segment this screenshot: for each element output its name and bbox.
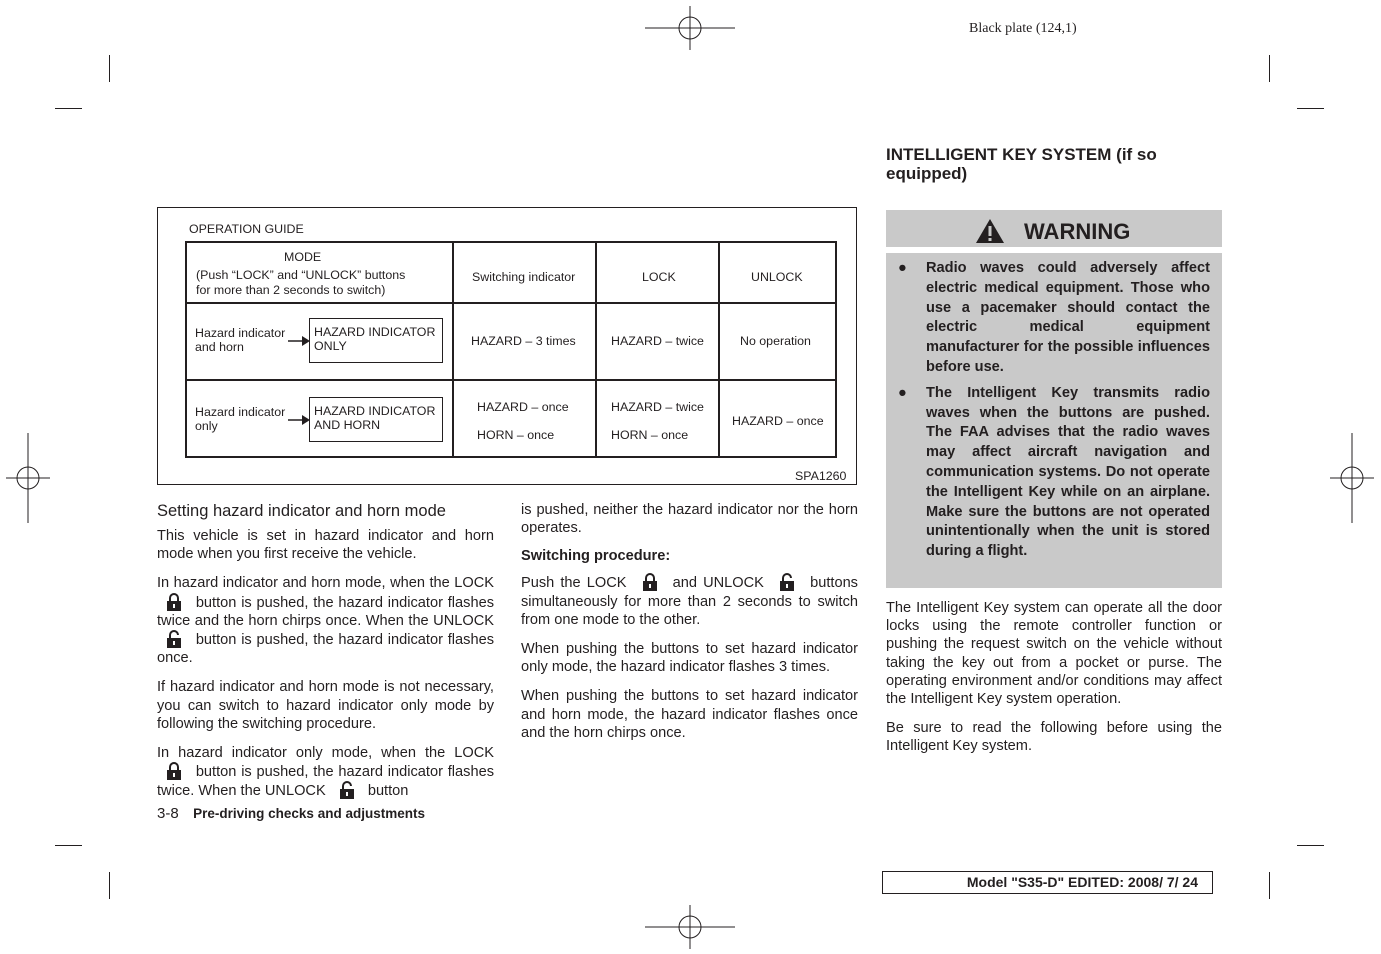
- paragraph: [157, 574, 494, 667]
- row1-unlock: No operation: [740, 334, 811, 348]
- row2-lock: HAZARD – twice: [611, 400, 704, 414]
- crop-mark: [55, 108, 82, 109]
- text: button is pushed, the hazard indicator flashes twice and the horn chirps once. When the UNLOCK: [157, 594, 494, 629]
- text: button: [367, 783, 409, 800]
- lock-icon: [643, 573, 657, 591]
- warning-triangle-icon: [975, 218, 1005, 249]
- section-heading: Switching procedure:: [521, 548, 671, 565]
- lock-icon: [167, 593, 181, 611]
- row2-unlock: HAZARD – once: [732, 414, 824, 428]
- unlock-icon: [167, 630, 181, 648]
- bullet: ●: [898, 384, 907, 401]
- warning-list: [886, 253, 1222, 562]
- paragraph: Be sure to read the following before using the Intelligent Key system.: [886, 720, 1222, 755]
- table-border-right: [835, 241, 837, 458]
- section-heading: Setting hazard indicator and horn mode: [157, 502, 446, 520]
- header-mode-note: for more than 2 seconds to switch): [196, 283, 386, 297]
- text: In hazard indicator only mode, when the LOCK: [157, 745, 494, 762]
- paragraph: [157, 744, 494, 801]
- header-switching: Switching indicator: [472, 270, 576, 284]
- row1-lock: HAZARD – twice: [611, 334, 704, 348]
- figure-title: OPERATION GUIDE: [189, 222, 304, 236]
- table-col-divider: [718, 241, 720, 458]
- warning-text: Radio waves could adversely affect electric medical equipment. Those who use a pacemaker should contact the electric medical equipment manufacturer for the possible influences before use.: [926, 260, 1210, 375]
- table-border-top: [185, 241, 837, 243]
- paragraph: This vehicle is set in hazard indicator and horn mode when you first receive the vehicle.: [157, 528, 494, 563]
- table-border-bottom: [185, 456, 837, 458]
- paragraph: When pushing the buttons to set hazard indicator only mode, the hazard indicator flashes 3 times.: [521, 641, 858, 676]
- text: buttons simultaneously for more than 2 seconds to switch from one mode to the other.: [521, 575, 858, 628]
- text: and UNLOCK: [672, 575, 764, 592]
- row1-mode-from: Hazard indicator: [195, 326, 286, 340]
- row1-mode-from: and horn: [195, 340, 244, 354]
- row2-mode-from: only: [195, 419, 218, 433]
- registration-mark-right: [1330, 433, 1374, 523]
- registration-mark-bottom: [645, 905, 735, 949]
- warning-item: [886, 259, 1210, 378]
- unlock-icon: [340, 781, 354, 799]
- row2-mode-to-line: AND HORN: [314, 418, 381, 432]
- text: button is pushed, the hazard indicator flashes twice. When the UNLOCK: [157, 764, 494, 800]
- paragraph: is pushed, neither the hazard indicator nor the horn operates.: [521, 502, 858, 537]
- section-title: [886, 145, 1226, 183]
- row1-switching: HAZARD – 3 times: [471, 334, 576, 348]
- row1-mode-to: [309, 318, 443, 363]
- registration-mark-left: [6, 433, 50, 523]
- row2-mode-to: [309, 397, 443, 442]
- operation-guide-figure: [157, 207, 857, 485]
- crop-mark: [1269, 55, 1270, 82]
- table-col-divider: [452, 241, 454, 458]
- text: button is pushed, the hazard indicator flashes once.: [157, 632, 494, 667]
- header-unlock: UNLOCK: [751, 270, 803, 284]
- table-border-left: [185, 241, 187, 458]
- text: Push the LOCK: [521, 575, 627, 592]
- arrow-right-icon: [288, 334, 310, 352]
- header-mode-note: (Push “LOCK” and “UNLOCK” buttons: [196, 268, 406, 282]
- row2-mode-from: Hazard indicator: [195, 405, 286, 419]
- crop-mark: [1269, 872, 1270, 899]
- header-mode: MODE: [284, 250, 322, 264]
- crop-mark: [1297, 108, 1324, 109]
- row2-mode-to-line: HAZARD INDICATOR: [314, 404, 436, 418]
- header-lock: LOCK: [642, 270, 676, 284]
- page-footer: [157, 805, 425, 823]
- crop-mark: [109, 872, 110, 899]
- column-1: [157, 502, 494, 801]
- unlock-icon: [780, 573, 794, 591]
- lock-icon: [167, 762, 181, 780]
- warning-title: WARNING: [1024, 219, 1131, 244]
- table-row-divider: [185, 302, 837, 304]
- row2-switching: HAZARD – once: [477, 400, 569, 414]
- crop-mark: [109, 55, 110, 82]
- column-2: [521, 501, 858, 742]
- row2-switching: HORN – once: [477, 428, 555, 442]
- warning-box: [886, 253, 1222, 588]
- table-row-divider: [185, 379, 837, 381]
- paragraph: The Intelligent Key system can operate all the door locks using the remote controller function or pushing the request switch on the vehicle without taking the key out from a pocket or purse. The operating environment and/or conditions may affect the Intelligent Key system operation.: [886, 600, 1222, 708]
- warning-item: [886, 384, 1210, 562]
- crop-mark: [1297, 845, 1324, 846]
- paragraph: If hazard indicator and horn mode is not necessary, you can switch to hazard indicator only mode by following the switching procedure.: [157, 679, 494, 732]
- text: In hazard indicator and horn mode, when the LOCK: [157, 575, 494, 592]
- row1-mode-to-line: ONLY: [314, 339, 347, 353]
- warning-header: [886, 210, 1222, 247]
- warning-text: The Intelligent Key transmits radio waves when the buttons are pushed. The FAA advises that the radio waves may affect aircraft navigation and communication systems. Do not operate the Intelligent Key while on an airplane. Make sure the buttons are not operated unintentionally when the unit is stored during a flight.: [926, 384, 1210, 560]
- footer-section-title: Pre-driving checks and adjustments: [193, 806, 425, 821]
- crop-mark: [55, 845, 82, 846]
- arrow-right-icon: [288, 413, 310, 431]
- table-col-divider: [595, 241, 597, 458]
- column-3-body: [886, 599, 1222, 756]
- model-edited-label: Model "S35-D" EDITED: 2008/ 7/ 24: [882, 871, 1213, 894]
- figure-code: SPA1260: [795, 469, 847, 483]
- page-number: 3-8: [157, 805, 179, 822]
- section-title-line: equipped): [886, 164, 968, 183]
- paragraph: [521, 573, 858, 629]
- row2-lock: HORN – once: [611, 428, 689, 442]
- paragraph: When pushing the buttons to set hazard indicator and horn mode, the hazard indicator flashes once and the horn chirps once.: [521, 688, 858, 741]
- registration-mark-top: [645, 6, 735, 50]
- plate-label: Black plate (124,1): [969, 21, 1077, 36]
- section-title-line: INTELLIGENT KEY SYSTEM (if so: [886, 145, 1157, 164]
- row1-mode-to-line: HAZARD INDICATOR: [314, 325, 436, 339]
- bullet: ●: [898, 260, 907, 276]
